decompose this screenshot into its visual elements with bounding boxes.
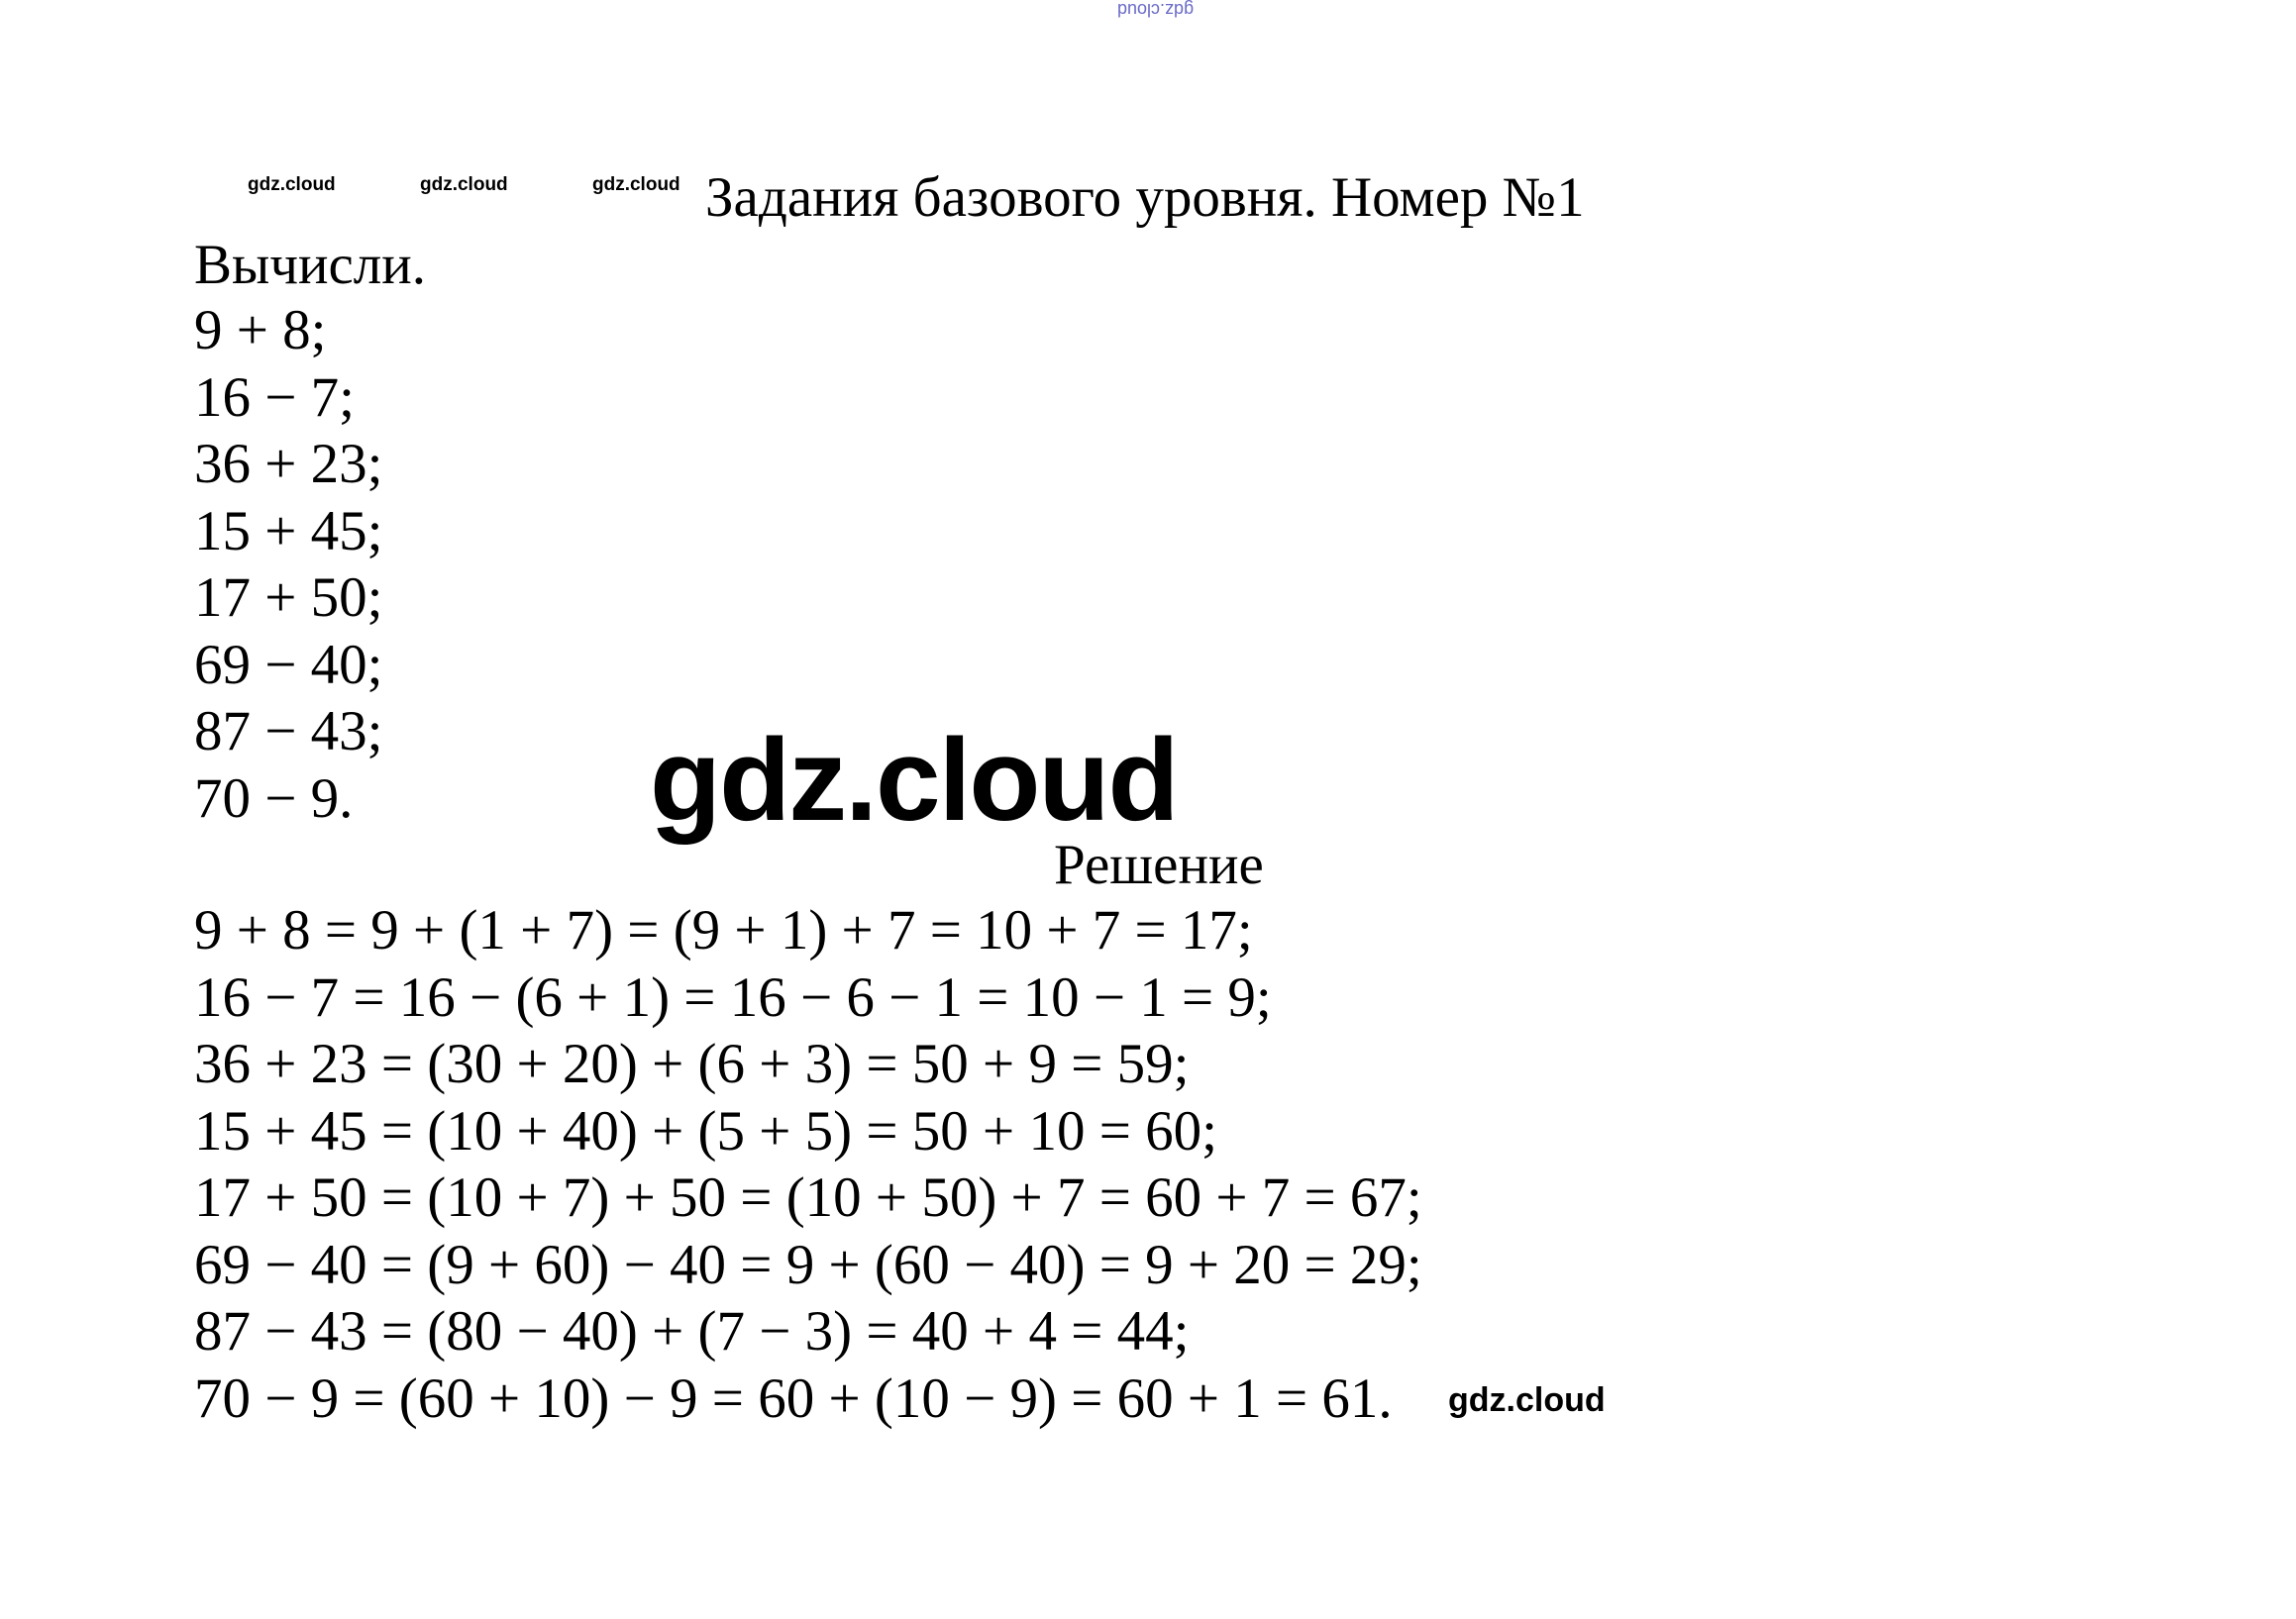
solution-item: 70 − 9 = (60 + 10) − 9 = 60 + (10 − 9) = 60 + 1 = 61.: [194, 1366, 1393, 1430]
task-item: 36 + 23;: [194, 433, 383, 495]
solution-item: 17 + 50 = (10 + 7) + 50 = (10 + 50) + 7 = 60 + 7 = 67;: [194, 1166, 1422, 1229]
solution-item: 69 − 40 = (9 + 60) − 40 = 9 + (60 − 40) = 9 + 20 = 29;: [194, 1233, 1422, 1296]
task-item: 9 + 8;: [194, 299, 327, 361]
solution-heading: Решение: [1054, 834, 1264, 896]
watermark-end: gdz.cloud: [1448, 1381, 1606, 1419]
solution-item: 9 + 8 = 9 + (1 + 7) = (9 + 1) + 7 = 10 + 7 = 17;: [194, 899, 1253, 961]
solution-item: 87 − 43 = (80 − 40) + (7 − 3) = 40 + 4 = 44;: [194, 1300, 1190, 1363]
task-item: 16 − 7;: [194, 365, 355, 429]
solution-list: [194, 897, 1422, 1432]
watermark-header-2: gdz.cloud: [420, 174, 508, 195]
watermark-header-3: gdz.cloud: [592, 174, 680, 195]
task-item: 17 + 50;: [194, 566, 383, 629]
task-item: 70 − 9.: [194, 766, 354, 830]
task-list: [194, 297, 382, 832]
task-prompt: Вычисли.: [194, 234, 426, 296]
task-item: 69 − 40;: [194, 633, 383, 696]
task-item: 15 + 45;: [194, 499, 383, 562]
solution-item: 16 − 7 = 16 − (6 + 1) = 16 − 6 − 1 = 10 − 1 = 9;: [194, 965, 1272, 1029]
watermark-top: gdz.cloud: [1117, 0, 1195, 20]
solution-item: 15 + 45 = (10 + 40) + (5 + 5) = 50 + 10 = 60;: [194, 1099, 1217, 1163]
watermark-center: gdz.cloud: [650, 715, 1178, 846]
page-title: Задания базового уровня. Номер №1: [705, 166, 1585, 229]
watermark-header-1: gdz.cloud: [248, 174, 336, 195]
solution-item: 36 + 23 = (30 + 20) + (6 + 3) = 50 + 9 = 59;: [194, 1033, 1190, 1095]
task-item: 87 − 43;: [194, 700, 383, 762]
